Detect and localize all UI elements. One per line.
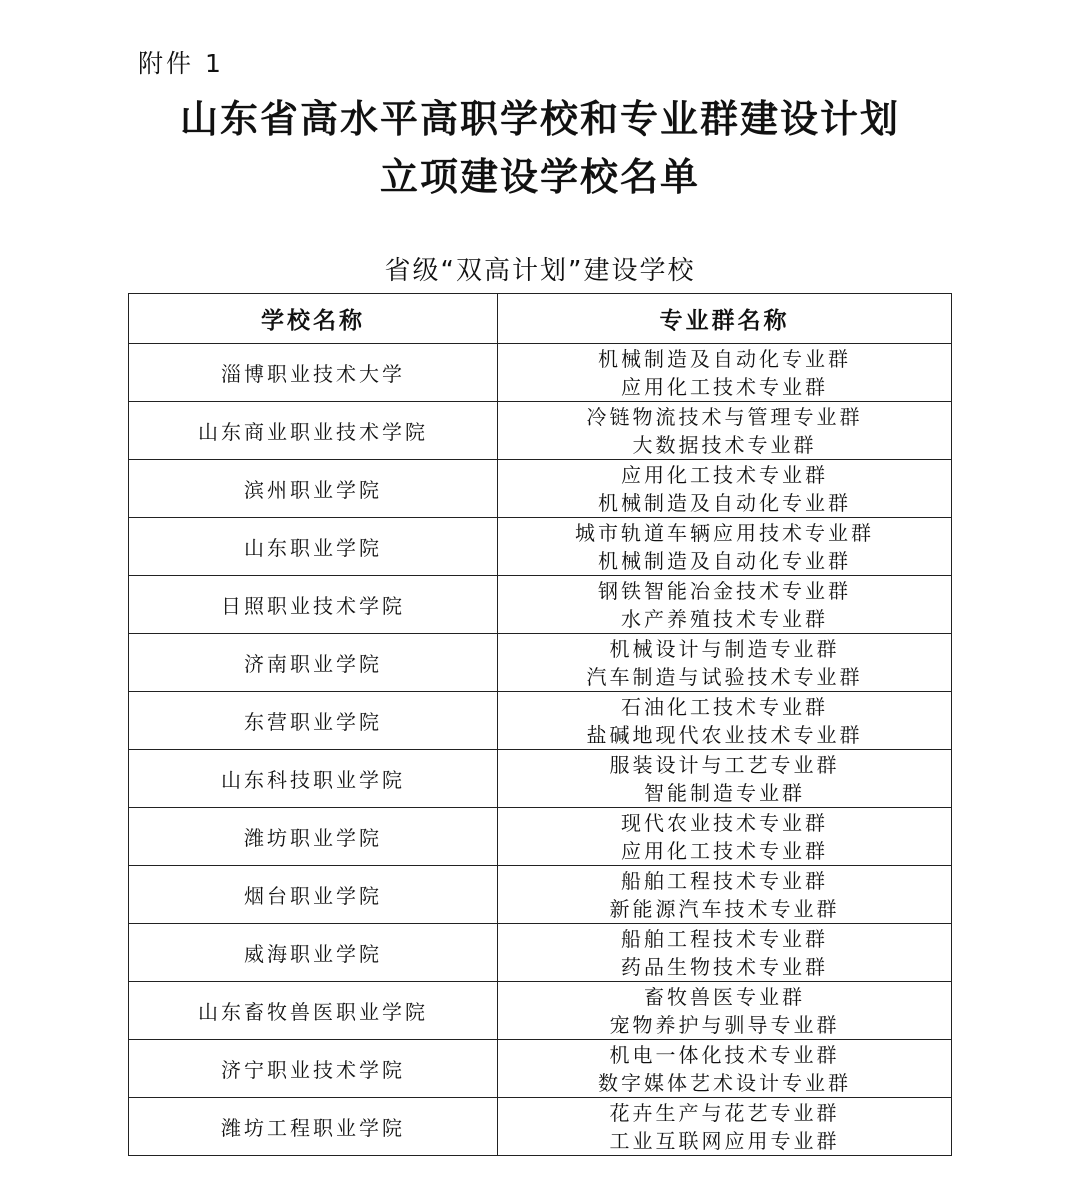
table-row (129, 634, 952, 692)
major-groups-cell (498, 982, 952, 1040)
major-groups-cell (498, 1040, 952, 1098)
school-name-cell: 潍坊职业学院 (129, 808, 498, 866)
school-name-cell: 山东畜牧兽医职业学院 (129, 982, 498, 1040)
table-row (129, 344, 952, 402)
major-groups-cell (498, 576, 952, 634)
major-group: 服装设计与工艺专业群 (609, 752, 840, 777)
major-group: 城市轨道车辆应用技术专业群 (575, 520, 874, 545)
header-school-name: 学校名称 (129, 294, 498, 344)
school-name-cell: 滨州职业学院 (129, 460, 498, 518)
school-name-cell: 东营职业学院 (129, 692, 498, 750)
major-groups-cell (498, 866, 952, 924)
major-groups-cell (498, 1098, 952, 1156)
school-name-cell: 山东职业学院 (129, 518, 498, 576)
school-name-cell: 日照职业技术学院 (129, 576, 498, 634)
table-row (129, 576, 952, 634)
table-row (129, 750, 952, 808)
major-group: 机械制造及自动化专业群 (598, 490, 851, 515)
school-name-cell: 潍坊工程职业学院 (129, 1098, 498, 1156)
major-group: 机械制造及自动化专业群 (598, 548, 851, 573)
major-group: 宠物养护与驯导专业群 (609, 1012, 840, 1037)
major-group: 新能源汽车技术专业群 (609, 896, 840, 921)
major-group: 工业互联网应用专业群 (609, 1128, 840, 1153)
school-name-cell: 山东科技职业学院 (129, 750, 498, 808)
school-name-cell: 济宁职业技术学院 (129, 1040, 498, 1098)
major-group: 水产养殖技术专业群 (621, 606, 828, 631)
school-name-cell: 淄博职业技术大学 (129, 344, 498, 402)
table-header-row (129, 294, 952, 344)
major-group: 现代农业技术专业群 (621, 810, 828, 835)
major-group: 应用化工技术专业群 (621, 838, 828, 863)
major-group: 石油化工技术专业群 (621, 694, 828, 719)
school-name-cell: 山东商业职业技术学院 (129, 402, 498, 460)
major-group: 畜牧兽医专业群 (644, 984, 805, 1009)
table-row (129, 402, 952, 460)
table-row (129, 518, 952, 576)
school-list-table (128, 293, 952, 1156)
table-row (129, 460, 952, 518)
major-group: 船舶工程技术专业群 (621, 868, 828, 893)
major-group: 药品生物技术专业群 (621, 954, 828, 979)
section-title: 省级“双高计划”建设学校 (384, 256, 696, 286)
school-name-cell: 济南职业学院 (129, 634, 498, 692)
major-groups-cell (498, 750, 952, 808)
major-group: 冷链物流技术与管理专业群 (586, 404, 863, 429)
table-row (129, 982, 952, 1040)
major-groups-cell (498, 634, 952, 692)
major-group: 花卉生产与花艺专业群 (609, 1100, 840, 1125)
major-group: 大数据技术专业群 (632, 432, 817, 457)
major-group: 机械设计与制造专业群 (609, 636, 840, 661)
table-row (129, 924, 952, 982)
table-row (129, 1040, 952, 1098)
major-group: 机电一体化技术专业群 (609, 1042, 840, 1067)
table-row (129, 692, 952, 750)
major-groups-cell (498, 692, 952, 750)
school-name-cell: 威海职业学院 (129, 924, 498, 982)
school-name-cell: 烟台职业学院 (129, 866, 498, 924)
major-groups-cell (498, 402, 952, 460)
major-group: 应用化工技术专业群 (621, 462, 828, 487)
table-row (129, 1098, 952, 1156)
major-group: 船舶工程技术专业群 (621, 926, 828, 951)
major-groups-cell (498, 924, 952, 982)
major-groups-cell (498, 460, 952, 518)
major-group: 数字媒体艺术设计专业群 (598, 1070, 851, 1095)
major-group: 盐碱地现代农业技术专业群 (586, 722, 863, 747)
major-group: 机械制造及自动化专业群 (598, 346, 851, 371)
table-row (129, 808, 952, 866)
major-group: 智能制造专业群 (644, 780, 805, 805)
header-major-group-name: 专业群名称 (498, 294, 952, 344)
document-title-line-1: 山东省高水平高职学校和专业群建设计划 (179, 97, 900, 141)
major-groups-cell (498, 518, 952, 576)
major-group: 应用化工技术专业群 (621, 374, 828, 399)
major-groups-cell (498, 344, 952, 402)
major-groups-cell (498, 808, 952, 866)
document-title-line-2: 立项建设学校名单 (379, 155, 700, 199)
table-row (129, 866, 952, 924)
major-group: 钢铁智能冶金技术专业群 (598, 578, 851, 603)
major-group: 汽车制造与试验技术专业群 (586, 664, 863, 689)
attachment-label: 附件 1 (138, 49, 224, 78)
